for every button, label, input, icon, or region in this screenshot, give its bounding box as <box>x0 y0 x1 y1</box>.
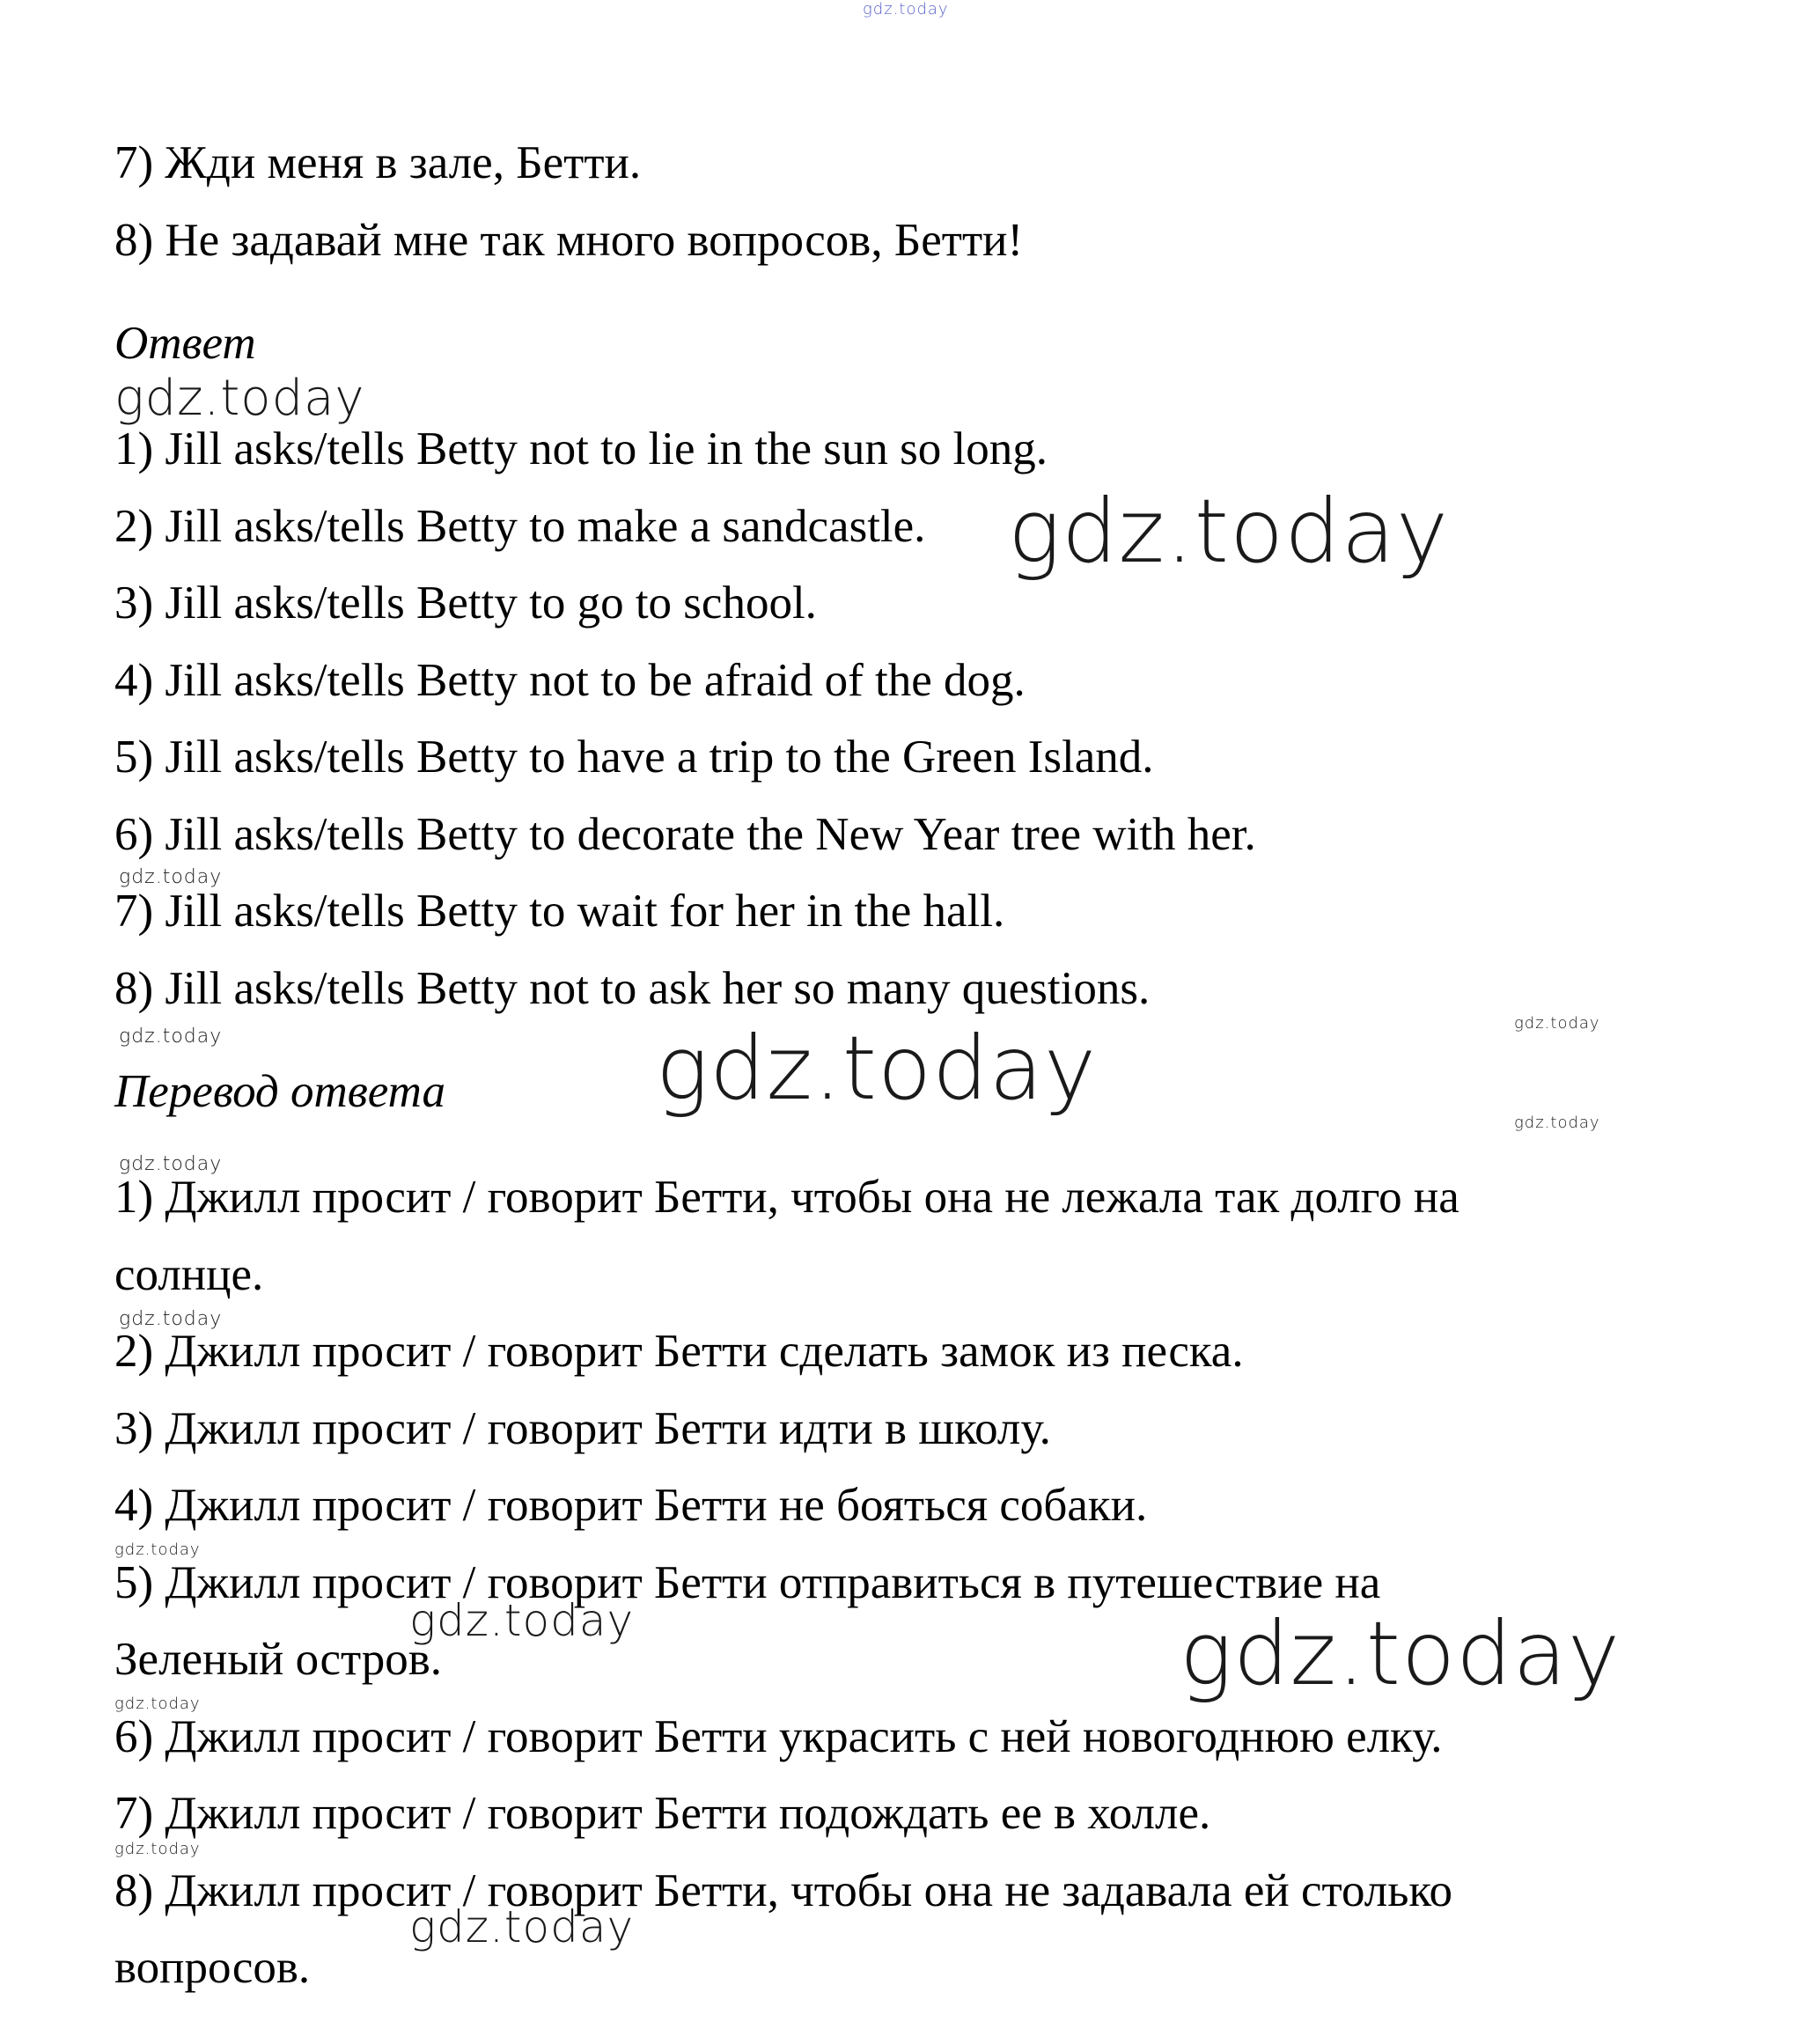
translation-line-8: 8) Джилл просит / говорит Бетти, чтобы она не задавала ей столько <box>114 1865 1452 1916</box>
translation-line-7: 7) Джилл просит / говорит Бетти подождать ее в холле. <box>114 1788 1211 1839</box>
translation-line-1: 1) Джилл просит / говорит Бетти, чтобы она не лежала так долго на <box>114 1172 1459 1223</box>
translation-heading: Перевод ответа <box>114 1066 446 1117</box>
translation-line-3: 3) Джилл просит / говорит Бетти идти в школу. <box>114 1403 1051 1454</box>
answer-heading: Ответ <box>114 318 256 369</box>
watermark-large-3: gdz.today <box>1180 1602 1621 1705</box>
watermark-medium-2: gdz.today <box>409 1901 635 1952</box>
translation-line-5: 5) Джилл просит / говорит Бетти отправиться в путешествие на <box>114 1557 1381 1608</box>
watermark-medium-1: gdz.today <box>409 1595 635 1646</box>
watermark-small-5: gdz.today <box>114 1540 201 1559</box>
answer-item-5: 5) Jill asks/tells Betty to have a trip to the Green Island. <box>114 732 1154 783</box>
answer-item-8: 8) Jill asks/tells Betty not to ask her so many questions. <box>114 963 1151 1014</box>
answer-item-4: 4) Jill asks/tells Betty not to be afraid of the dog. <box>114 655 1026 706</box>
answer-item-3: 3) Jill asks/tells Betty to go to school. <box>114 577 817 629</box>
task-line-8: 8) Не задавай мне так много вопросов, Бетти! <box>114 215 1024 266</box>
watermark-small-right-1: gdz.today <box>1514 1014 1600 1033</box>
watermark-top: gdz.today <box>863 0 949 18</box>
watermark-small-6: gdz.today <box>114 1695 201 1713</box>
watermark-small-3: gdz.today <box>119 1153 223 1175</box>
answer-item-1: 1) Jill asks/tells Betty not to lie in the sun so long. <box>114 423 1048 474</box>
watermark-small-2: gdz.today <box>119 1026 223 1048</box>
translation-line-8-cont: вопросов. <box>114 1942 311 1993</box>
watermark-answer: gdz.today <box>114 370 365 427</box>
answer-item-7: 7) Jill asks/tells Betty to wait for her in the hall. <box>114 886 1005 937</box>
answer-item-2: 2) Jill asks/tells Betty to make a sandcastle. <box>114 501 926 552</box>
answer-item-6: 6) Jill asks/tells Betty to decorate the New Year tree with her. <box>114 809 1256 860</box>
watermark-small-1: gdz.today <box>119 866 223 888</box>
translation-line-5-cont: Зеленый остров. <box>114 1634 443 1685</box>
translation-line-6: 6) Джилл просит / говорит Бетти украсить с ней новогоднюю елку. <box>114 1711 1443 1762</box>
task-line-7: 7) Жди меня в зале, Бетти. <box>114 137 642 188</box>
watermark-large-1: gdz.today <box>1008 480 1450 583</box>
watermark-small-7: gdz.today <box>114 1840 201 1858</box>
translation-line-2: 2) Джилл просит / говорит Бетти сделать замок из песка. <box>114 1326 1244 1377</box>
watermark-small-4: gdz.today <box>119 1308 223 1330</box>
watermark-small-right-2: gdz.today <box>1514 1114 1600 1132</box>
translation-line-1-cont: солнце. <box>114 1249 264 1300</box>
watermark-large-2: gdz.today <box>656 1017 1098 1120</box>
translation-line-4: 4) Джилл просит / говорит Бетти не бояться собаки. <box>114 1480 1148 1531</box>
